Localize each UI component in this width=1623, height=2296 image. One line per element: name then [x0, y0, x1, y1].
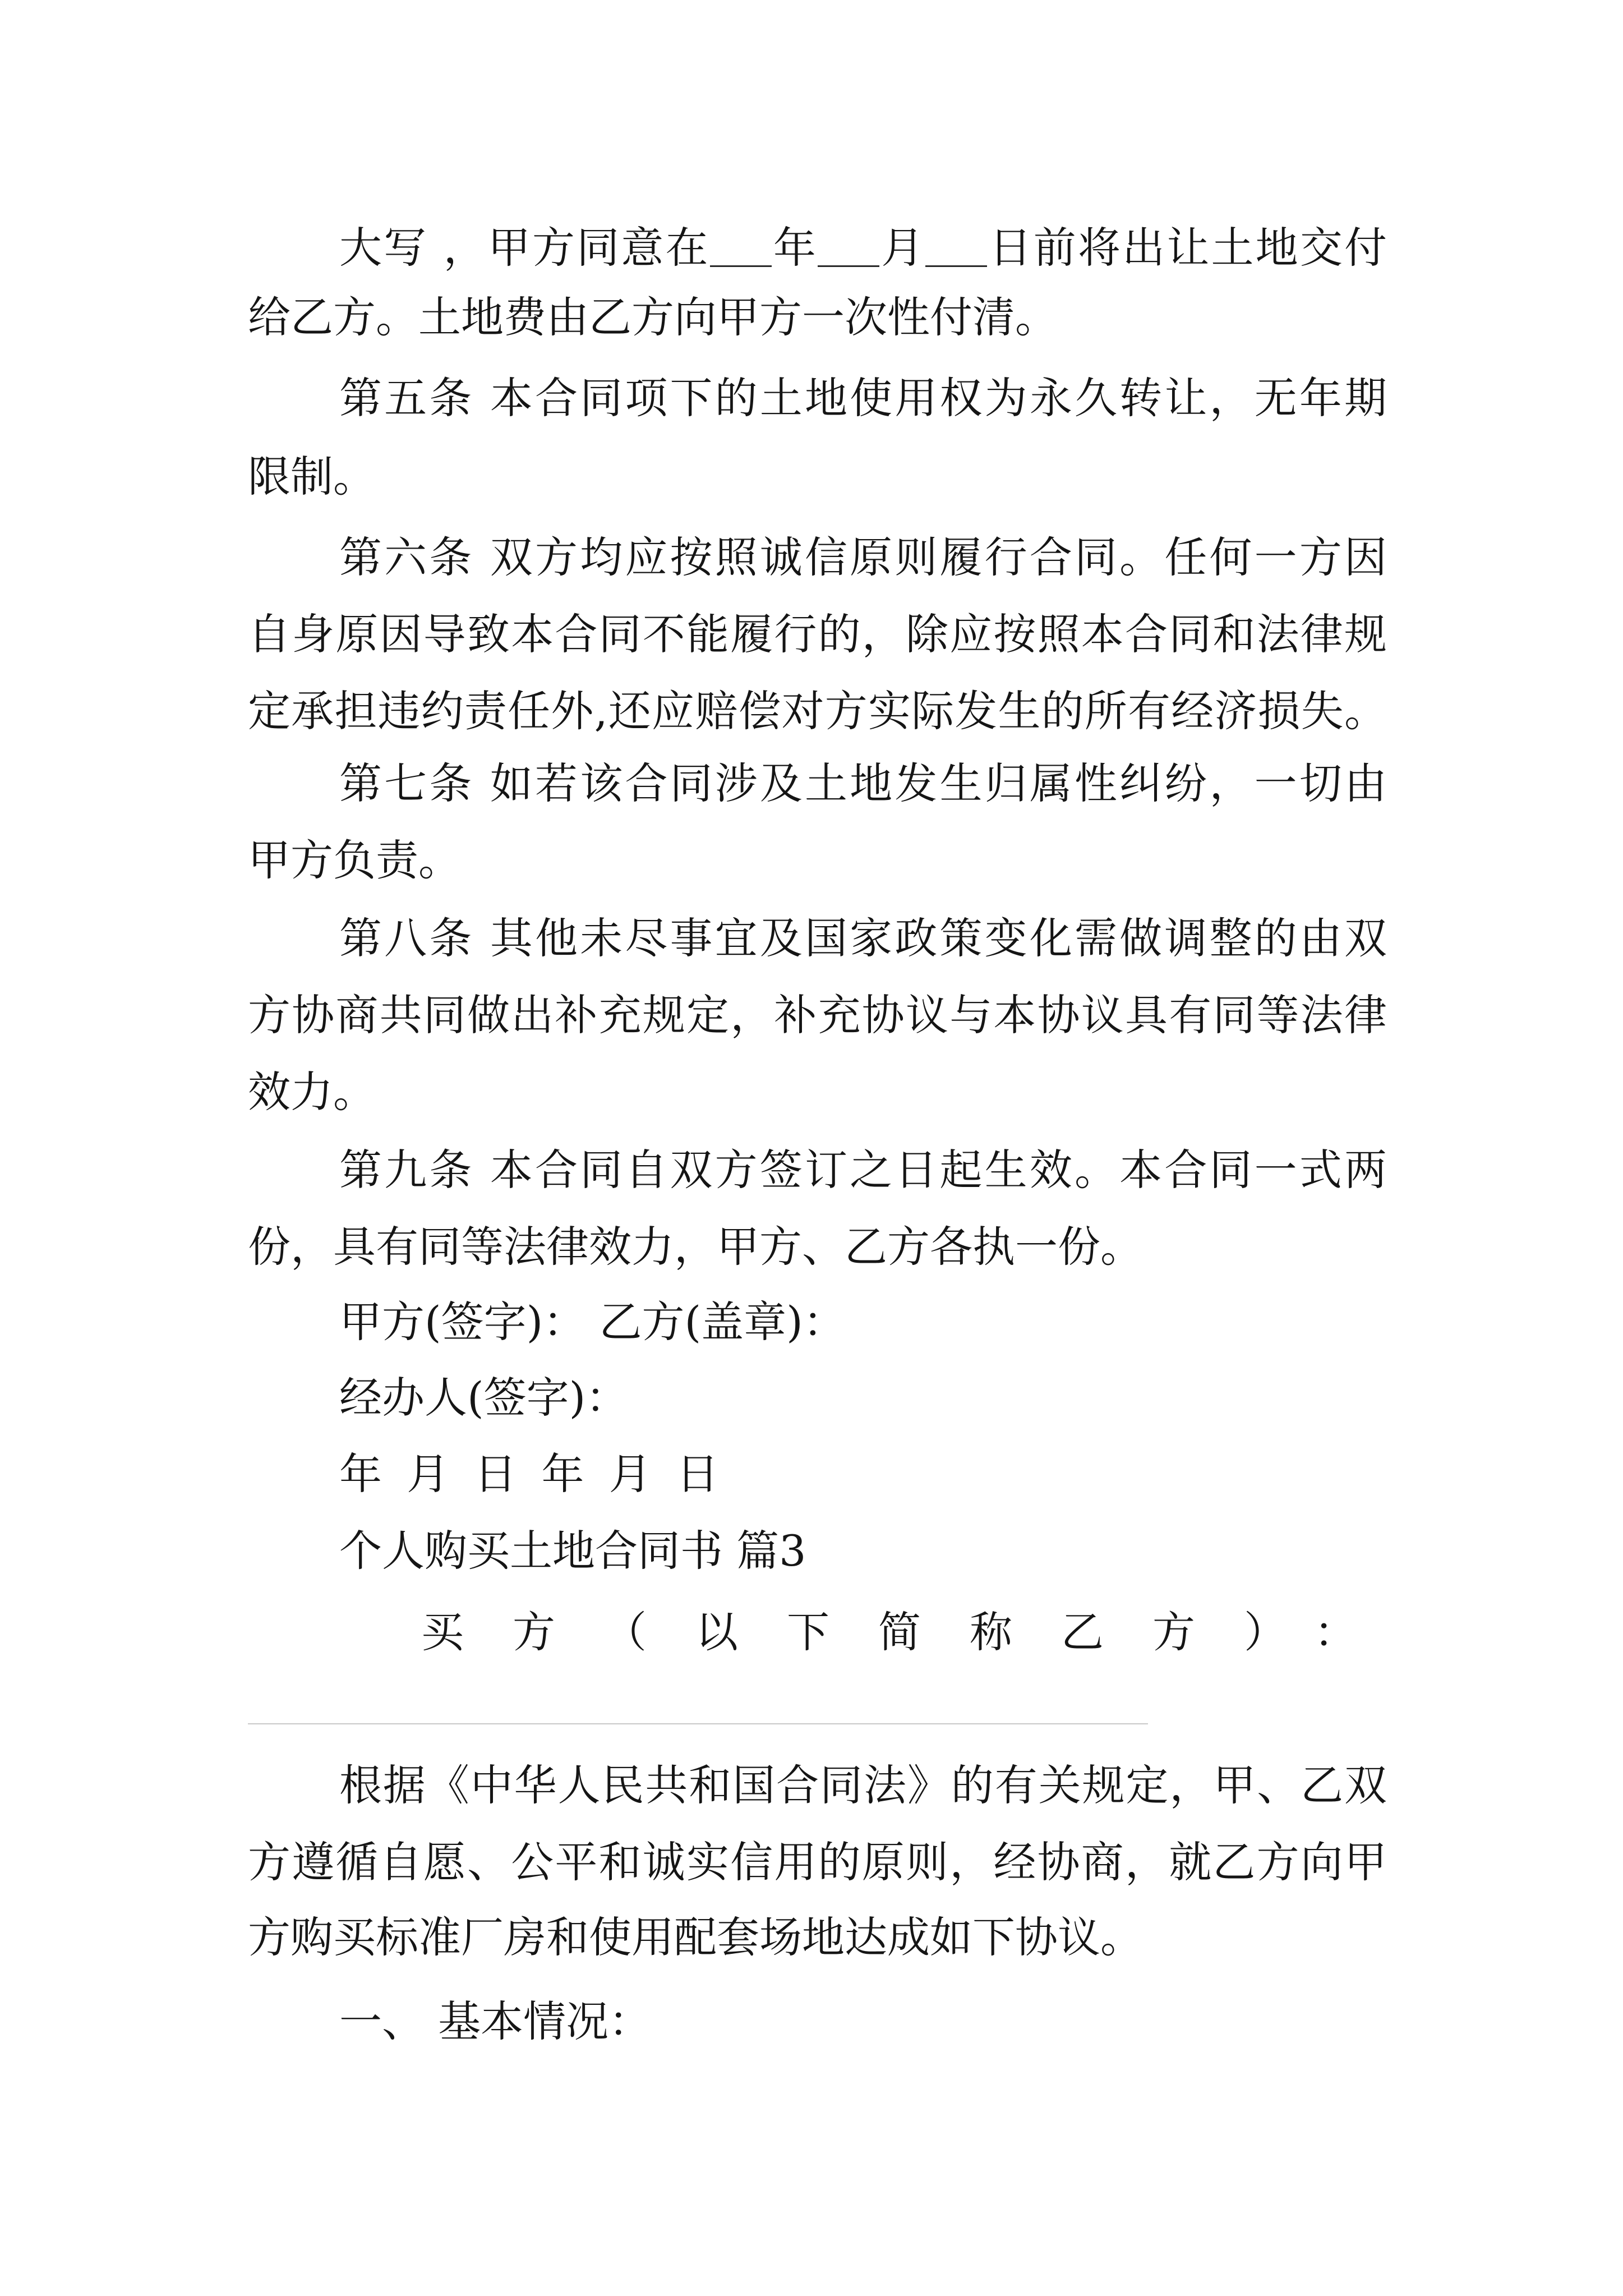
clause5-line-1: 第五条 本合同项下的土地使用权为永久转让，无年期 — [339, 373, 1387, 423]
clause6-line-2: 自身原因导致本合同不能履行的，除应按照本合同和法律规 — [248, 609, 1387, 659]
section-title: 个人购买土地合同书 篇3 — [339, 1526, 806, 1576]
clause4-continuation-line-2: 给乙方。土地费由乙方向甲方一次性付清。 — [248, 292, 1058, 342]
clause6-line-1: 第六条 双方均应按照诚信原则履行合同。任何一方因 — [339, 532, 1387, 582]
clause9-line-2: 份，具有同等法律效力，甲方、乙方各执一份。 — [248, 1222, 1143, 1272]
section-heading-basic-info: 一、 基本情况： — [339, 1996, 652, 2046]
horizontal-divider — [248, 1723, 1148, 1724]
year-label: 年 — [771, 223, 818, 273]
day-blank — [925, 231, 987, 267]
clause8-line-3: 效力。 — [248, 1067, 376, 1117]
clause9-line-1: 第九条 本合同自双方签订之日起生效。本合同一式两 — [339, 1145, 1387, 1195]
intro-line-1: 根据《中华人民共和国合同法》的有关规定，甲、乙双 — [339, 1760, 1387, 1810]
clause8-line-1: 第八条 其他未尽事宜及国家政策变化需做调整的由双 — [339, 913, 1387, 963]
month-blank — [818, 231, 879, 267]
signature-agent: 经办人(签字)： — [339, 1373, 629, 1423]
clause7-line-1: 第七条 如若该合同涉及土地发生归属性纠纷，一切由 — [339, 758, 1387, 808]
month-label: 月 — [879, 223, 926, 273]
signature-parties: 甲方(签字)： 乙方(盖章)： — [339, 1297, 846, 1347]
buyer-label: 买方（以下简称乙方）： — [421, 1607, 1405, 1657]
intro-line-2: 方遵循自愿、公平和诚实信用的原则，经协商，就乙方向甲 — [248, 1837, 1387, 1887]
clause4-text-after-blanks: 日前将出让土地交付 — [987, 223, 1387, 273]
clause6-line-3: 定承担违约责任外,还应赔偿对方实际发生的所有经济损失。 — [248, 686, 1387, 736]
clause5-line-2: 限制。 — [248, 452, 376, 501]
signature-dates: 年 月 日 年 月 日 — [339, 1449, 719, 1499]
year-blank — [710, 231, 772, 267]
intro-line-3: 方购买标准厂房和使用配套场地达成如下协议。 — [248, 1912, 1143, 1962]
clause4-text-before-blanks: 大写 ，甲方同意在 — [339, 223, 710, 273]
clause4-continuation-line-1 — [339, 217, 1387, 279]
clause7-line-2: 甲方负责。 — [248, 835, 461, 885]
clause8-line-2: 方协商共同做出补充规定，补充协议与本协议具有同等法律 — [248, 990, 1387, 1040]
